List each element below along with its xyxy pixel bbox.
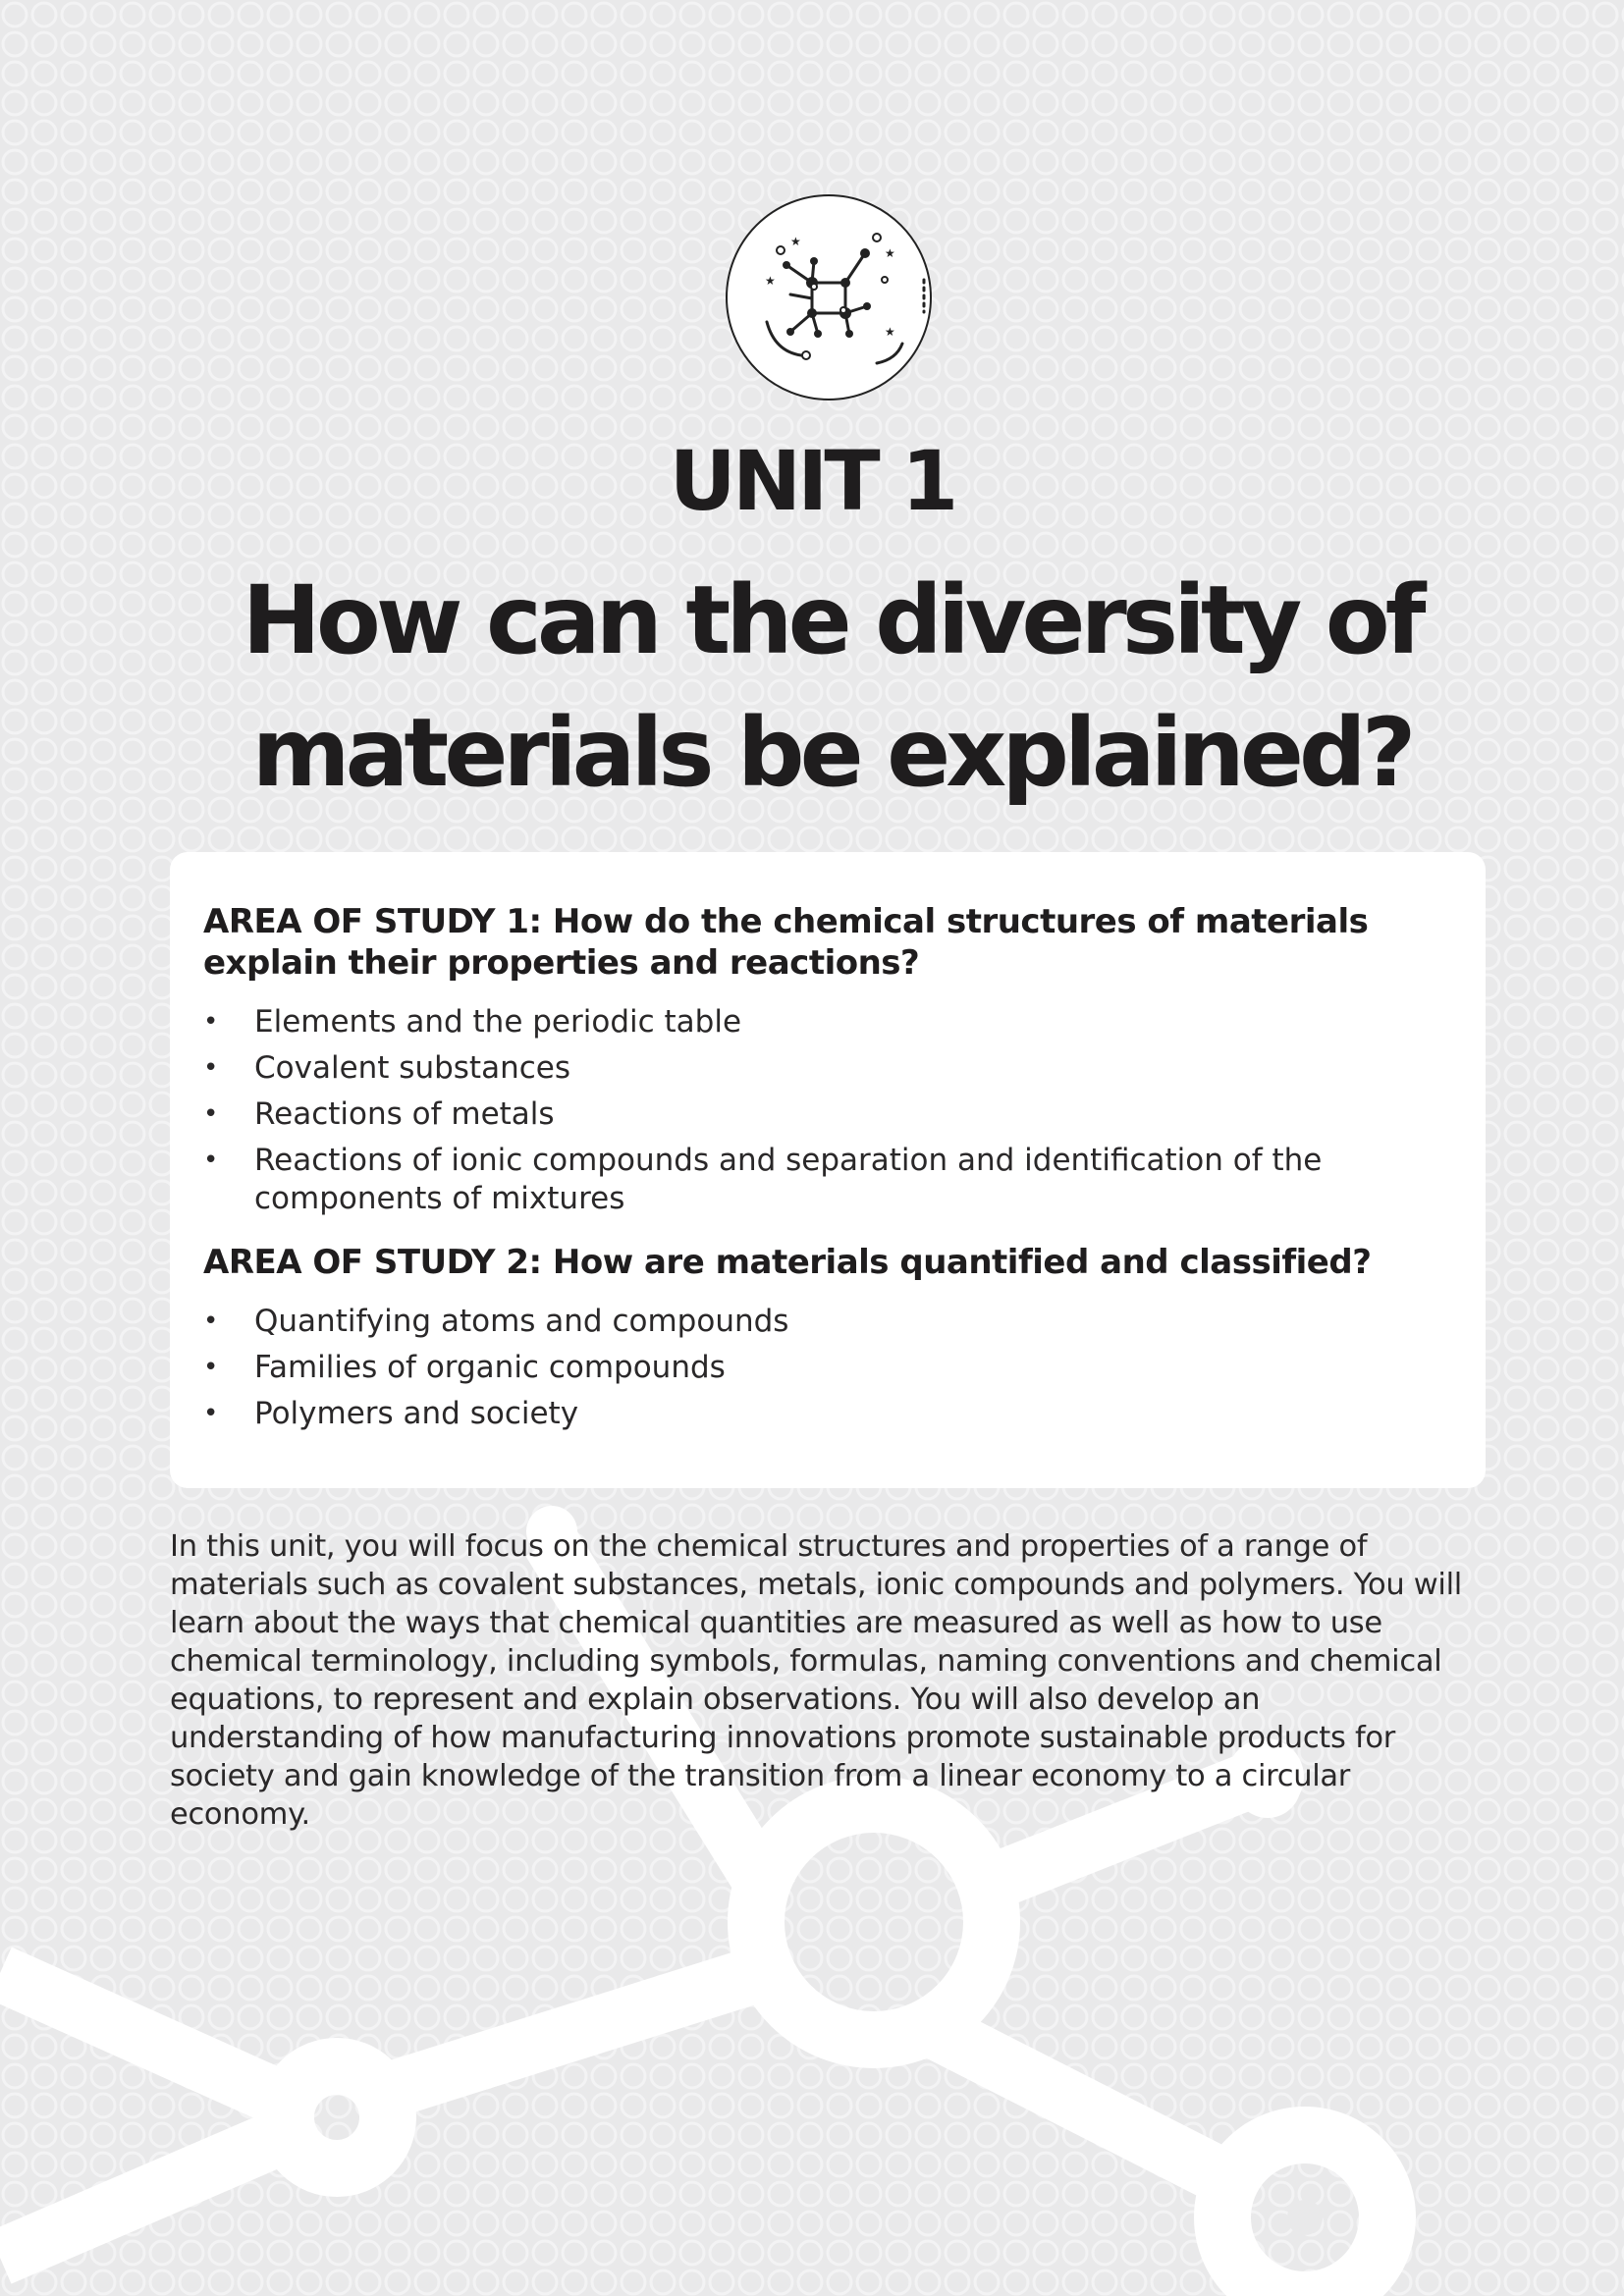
unit-icon-badge: [726, 194, 932, 400]
unit-label: UNIT 1: [669, 433, 955, 529]
area-of-study-2-heading: AREA OF STUDY 2: How are materials quantified and classified?: [203, 1243, 1372, 1282]
list-item-text: Reactions of ionic compounds and separation and identification of the components of mixtures: [254, 1143, 1323, 1216]
list-item: [203, 1003, 1450, 1041]
list-item: [203, 1349, 1450, 1387]
molecule-network-icon: [728, 196, 930, 399]
list-item: [203, 1142, 1450, 1218]
svg-text:★: ★: [885, 325, 895, 339]
bullet-icon: •: [203, 1099, 219, 1129]
area-of-study-1-heading: AREA OF STUDY 1: How do the chemical structures of materials explain their properties and reactions?: [203, 902, 1369, 983]
unit-introduction: In this unit, you will focus on the chemical structures and properties of a range of materials such as covalent substances, metals, ionic compounds and polymers. You will learn about the ways that chemical quantities are measured as well as how to use chemical terminology, including symbols, formulas, naming conventions and chemical equations, to represent and explain observations. You will also develop an understanding of how manufacturing innovations promote sustainable products for society and gain knowledge of the transition from a linear economy to a circular economy.: [170, 1529, 1462, 1832]
list-item-text: Families of organic compounds: [254, 1350, 726, 1385]
list-item: [203, 1049, 1450, 1088]
svg-text:★: ★: [885, 246, 895, 260]
bullet-icon: •: [203, 1353, 219, 1382]
bullet-icon: •: [203, 1307, 219, 1336]
areas-of-study-box: [170, 852, 1486, 1488]
area-of-study-2-list: [203, 1303, 1450, 1433]
svg-text:★: ★: [765, 274, 776, 288]
unit-title: How can the diversity of materials be explained?: [242, 565, 1422, 808]
list-item: [203, 1095, 1450, 1134]
list-item-text: Reactions of metals: [254, 1096, 555, 1132]
list-item-text: Covalent substances: [254, 1050, 570, 1086]
svg-text:★: ★: [790, 235, 801, 248]
list-item-text: Polymers and society: [254, 1396, 579, 1431]
area-of-study-1-list: [203, 1003, 1450, 1218]
bullet-icon: •: [203, 1399, 219, 1428]
list-item: [203, 1303, 1450, 1341]
list-item-text: Quantifying atoms and compounds: [254, 1304, 789, 1339]
bullet-icon: •: [203, 1007, 219, 1037]
bullet-icon: •: [203, 1053, 219, 1083]
bullet-icon: •: [203, 1146, 219, 1175]
list-item: [203, 1395, 1450, 1433]
list-item-text: Elements and the periodic table: [254, 1004, 742, 1040]
